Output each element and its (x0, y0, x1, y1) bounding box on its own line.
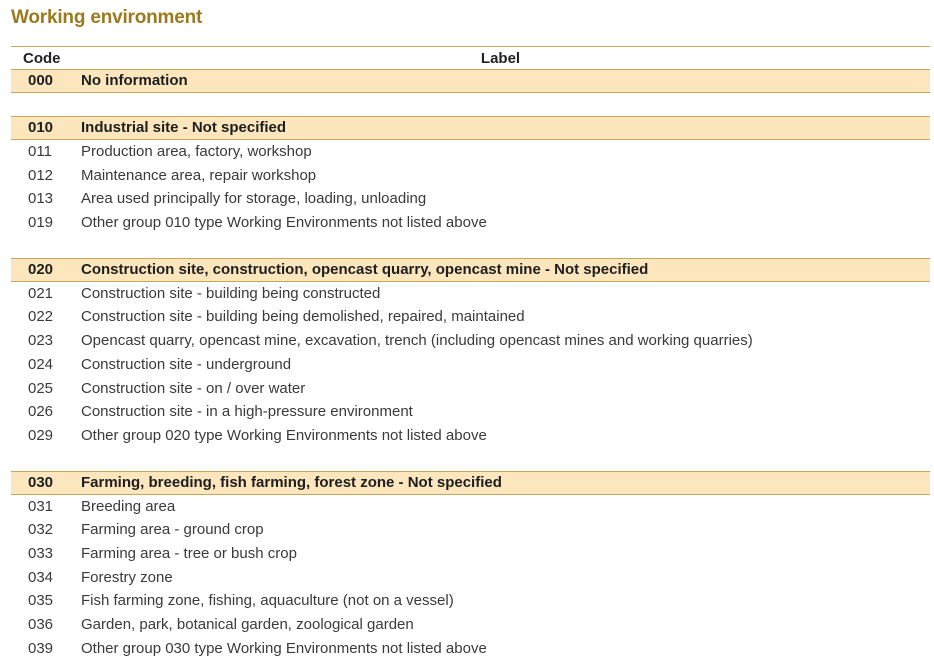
group-spacer (11, 235, 930, 258)
code-cell: 019 (28, 214, 54, 232)
group-spacer (11, 93, 930, 116)
label-cell: Maintenance area, repair workshop (81, 166, 317, 184)
label-cell: Forestry zone (81, 568, 173, 586)
code-column-header: Code (23, 50, 61, 67)
table-row (11, 542, 930, 566)
label-cell: Other group 020 type Working Environments not listed above (81, 426, 487, 444)
table-row (11, 637, 930, 661)
label-cell: Farming area - ground crop (81, 521, 264, 539)
code-cell: 025 (28, 379, 54, 397)
code-cell: 039 (28, 639, 54, 657)
code-cell: 035 (28, 592, 54, 610)
code-cell: 030 (28, 473, 54, 491)
group-header-row (11, 69, 930, 93)
code-cell: 024 (28, 355, 54, 373)
label-cell: Construction site - in a high-pressure environment (81, 403, 413, 421)
table-row (11, 140, 930, 164)
label-cell: Garden, park, botanical garden, zoological garden (81, 616, 414, 633)
label-cell: Construction site - building being constructed (81, 284, 381, 302)
label-cell: Industrial site - Not specified (81, 119, 287, 136)
table-row (11, 353, 930, 377)
table-body (11, 69, 930, 660)
table-row (11, 211, 930, 235)
label-column-header: Label (480, 50, 521, 67)
label-cell: Construction site - on / over water (81, 379, 306, 397)
label-cell: Farming area - tree or bush crop (81, 544, 297, 562)
code-cell: 023 (28, 332, 54, 350)
table-row (11, 282, 930, 306)
code-cell: 013 (28, 190, 54, 208)
page-title: Working environment (11, 7, 203, 28)
label-cell: No information (81, 72, 188, 89)
table-header (11, 46, 930, 69)
table-row (11, 518, 930, 542)
table-row (11, 495, 930, 519)
code-cell: 012 (28, 166, 54, 184)
code-cell: 011 (28, 143, 52, 160)
code-cell: 022 (28, 308, 54, 326)
code-cell: 026 (28, 403, 54, 421)
table-row (11, 566, 930, 590)
table-row (11, 613, 930, 637)
code-cell: 034 (28, 568, 54, 586)
label-cell: Construction site, construction, opencast quarry, opencast mine - Not specified (81, 260, 649, 278)
code-cell: 033 (28, 544, 54, 562)
label-cell: Fish farming zone, fishing, aquaculture (not on a vessel) (81, 592, 454, 610)
code-cell: 032 (28, 521, 54, 539)
code-cell: 029 (28, 426, 54, 444)
group-header-row (11, 471, 930, 495)
code-cell: 036 (28, 616, 54, 633)
label-cell: Area used principally for storage, loading, unloading (81, 190, 427, 208)
label-cell: Other group 030 type Working Environments not listed above (81, 639, 487, 657)
code-cell: 000 (28, 72, 54, 89)
code-cell: 010 (28, 119, 54, 136)
label-cell: Production area, factory, workshop (81, 143, 312, 160)
label-cell: Opencast quarry, opencast mine, excavation, trench (including opencast mines and working quarries) (81, 332, 753, 350)
code-cell: 031 (28, 497, 54, 515)
group-spacer (11, 448, 930, 471)
label-cell: Other group 010 type Working Environments not listed above (81, 214, 487, 232)
group-header-row (11, 258, 930, 282)
label-cell: Construction site - underground (81, 355, 292, 373)
table-row (11, 377, 930, 401)
label-cell: Construction site - building being demolished, repaired, maintained (81, 308, 525, 326)
table-row (11, 305, 930, 329)
code-cell: 020 (28, 260, 54, 278)
label-cell: Breeding area (81, 497, 176, 515)
table-row (11, 589, 930, 613)
table-row (11, 424, 930, 448)
table-row (11, 400, 930, 424)
table-row (11, 329, 930, 353)
table-row (11, 187, 930, 211)
code-cell: 021 (28, 284, 54, 302)
label-cell: Farming, breeding, fish farming, forest zone - Not specified (81, 473, 502, 491)
group-header-row (11, 116, 930, 140)
table-row (11, 164, 930, 188)
code-table (11, 46, 930, 660)
